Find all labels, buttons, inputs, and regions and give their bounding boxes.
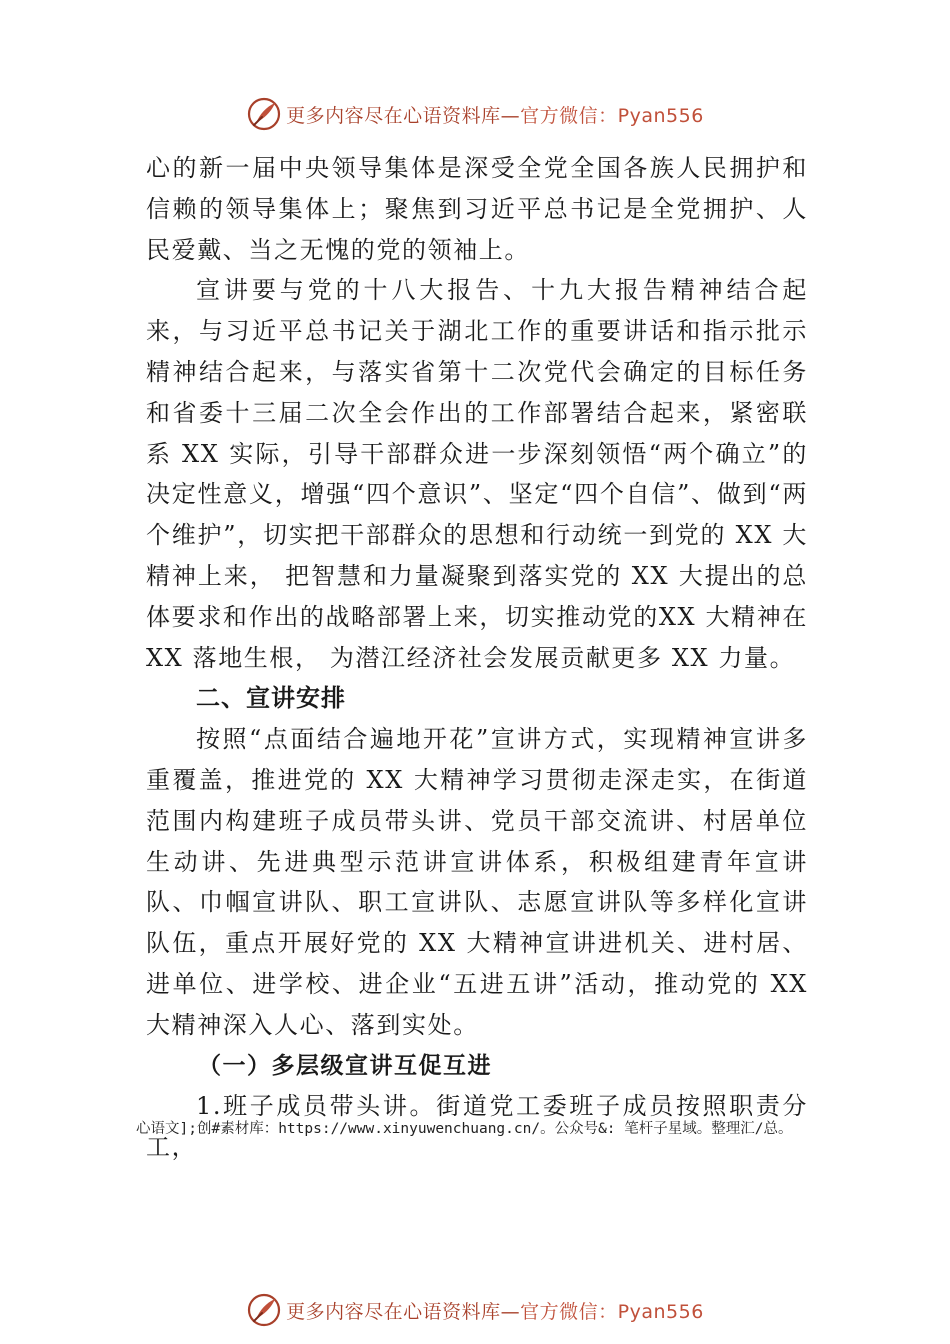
top-watermark-banner	[0, 94, 950, 134]
feather-pen-logo-icon	[246, 1292, 282, 1328]
paragraph-3: 按照“点面结合遍地开花”宣讲方式，实现精神宣讲多重覆盖，推进党的 XX 大精神学习贯彻走深走实，在街道范围内构建班子成员带头讲、党员干部交流讲、村居单位生动讲、先进典型示范讲宣讲体系，积极组建青年宣讲队、巾帼宣讲队、职工宣讲队、志愿宣讲队等多样化宣讲队伍，重点开展好党的 XX 大精神宣讲进机关、进村居、进单位、进学校、进企业“五进五讲”活动，推动党的 XX 大精神深入人心、落到实处。	[146, 725, 808, 1039]
bottom-watermark-banner	[0, 1290, 950, 1330]
section-heading: 二、宣讲安排	[196, 684, 346, 713]
banner-contact: 官方微信：Pyan556	[520, 104, 704, 127]
paragraph-4: 1.班子成员带头讲。街道党工委班子成员按照职责分工，	[146, 1092, 808, 1162]
banner-contact: 官方微信：Pyan556	[520, 1300, 704, 1323]
paragraph-1: 心的新一届中央领导集体是深受全党全国各族人民拥护和信赖的领导集体上；聚焦到习近平总书记是全党拥护、人民爱戴、当之无愧的党的领袖上。	[146, 154, 808, 264]
subsection-heading: （一）多层级宣讲互促互进	[198, 1052, 492, 1079]
banner-text: 更多内容尽在心语资料库—官方微信：Pyan556	[286, 104, 704, 127]
feather-pen-logo-icon	[246, 96, 282, 132]
banner-text: 更多内容尽在心语资料库—官方微信：Pyan556	[286, 1300, 704, 1323]
source-footnote: 心语文];创#素材库：https://www.xinyuwenchuang.cn/。公众号&: 笔杆子星域。整理汇/总。	[136, 1121, 793, 1137]
paragraph-2: 宣讲要与党的十八大报告、十九大报告精神结合起来，与习近平总书记关于湖北工作的重要讲话和指示批示精神结合起来，与落实省第十二次党代会确定的目标任务和省委十三届二次全会作出的工作部署结合起来，紧密联系 XX 实际，引导干部群众进一步深刻领悟“两个确立”的决定性意义，增强“四个意识”、坚定“四个自信”、做到“两个维护”，切实把干部群众的思想和行动统一到党的 XX 大精神上来， 把智慧和力量凝聚到落实党的 XX 大提出的总体要求和作出的战略部署上来，切实推动党的XX 大精神在XX 落地生根， 为潜江经济社会发展贡献更多 XX 力量。	[146, 276, 808, 672]
document-body	[146, 148, 808, 1168]
